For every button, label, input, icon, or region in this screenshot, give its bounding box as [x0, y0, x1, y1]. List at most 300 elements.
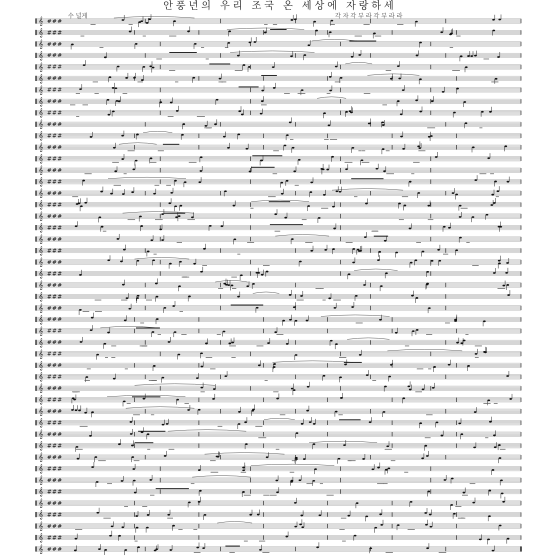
note-head [291, 480, 294, 482]
note-head [223, 136, 226, 138]
note-head [460, 342, 463, 344]
note-head [223, 331, 226, 333]
note-head [147, 433, 150, 435]
lyric-syllable [262, 552, 269, 553]
lyric-syllable [417, 369, 424, 370]
treble-clef-icon: 𝄞 [38, 429, 44, 439]
note-head [91, 466, 94, 468]
note-head [200, 352, 203, 354]
note-head [300, 295, 303, 297]
lyric-syllable [284, 93, 290, 94]
note-head [246, 285, 249, 287]
lyric-syllable [201, 47, 204, 48]
lyric-syllable [305, 242, 312, 243]
note-head [83, 64, 86, 66]
note-head [428, 136, 431, 138]
note-head [488, 515, 491, 517]
note-head [487, 538, 490, 540]
note-head [78, 410, 81, 412]
key-signature-sharps: # # # [47, 168, 62, 175]
lyric-syllable [124, 173, 127, 174]
note-head [415, 259, 418, 261]
note-head [318, 217, 321, 219]
note-head [295, 458, 298, 460]
lyric-syllable [250, 208, 253, 209]
lyric-syllable [206, 59, 209, 60]
note-head [124, 319, 127, 321]
note-head [448, 227, 451, 229]
note-head [373, 33, 376, 35]
lyric-syllable [280, 414, 286, 415]
note-head [407, 386, 410, 388]
key-signature-sharps: # # # [47, 190, 62, 197]
note-head [267, 342, 270, 344]
treble-clef-icon: 𝄞 [38, 257, 44, 267]
treble-clef-icon: 𝄞 [38, 223, 44, 233]
note-head [209, 225, 212, 227]
note-head [299, 523, 302, 525]
key-signature-sharps: # # # [47, 535, 62, 542]
note-head [415, 21, 418, 23]
note-head [453, 112, 456, 114]
note-head [293, 171, 296, 173]
note-head [122, 19, 125, 21]
beam [261, 75, 277, 76]
note-head [307, 386, 310, 388]
note-head [231, 285, 234, 287]
note-head [280, 182, 283, 184]
note-head [507, 538, 510, 540]
lyric-syllable [265, 380, 268, 381]
note-head [184, 181, 187, 183]
note-head [178, 215, 181, 217]
note-head [178, 354, 181, 356]
lyric-syllable [273, 392, 278, 393]
note-head [335, 66, 338, 68]
note-head [213, 388, 216, 390]
slur [192, 476, 251, 478]
lyric-syllable [231, 277, 237, 278]
lyric-syllable [275, 231, 281, 232]
slur [347, 338, 389, 340]
note-head [137, 260, 140, 262]
treble-clef-icon: 𝄞 [38, 154, 44, 164]
lyric-syllable [397, 24, 403, 25]
lyric-syllable [142, 346, 147, 347]
note-head [75, 225, 78, 227]
note-head [131, 456, 134, 458]
note-head [334, 307, 337, 309]
beam [344, 362, 362, 363]
lyric-syllable [491, 82, 498, 83]
note-head [421, 457, 424, 459]
note-head [194, 43, 197, 45]
note-head [122, 284, 125, 286]
note-head [200, 170, 203, 172]
key-signature-sharps: # # # [47, 156, 62, 163]
lyric-syllable [307, 483, 314, 484]
note-head [415, 99, 418, 101]
beam [164, 213, 186, 214]
note-head [118, 535, 121, 537]
note-head [419, 111, 422, 113]
note-head [71, 44, 74, 46]
note-head [332, 248, 335, 250]
lyric-syllable [408, 529, 415, 530]
lyric-syllable [156, 59, 162, 60]
note-head [274, 213, 277, 215]
key-signature-sharps: # # # [47, 213, 62, 220]
note-head [397, 524, 400, 526]
slur [126, 407, 195, 409]
note-head [219, 78, 222, 80]
lyric-syllable [232, 288, 236, 289]
note-head [198, 181, 201, 183]
note-head [492, 550, 495, 552]
note-head [153, 365, 156, 367]
note-head [191, 216, 194, 218]
note-head [172, 525, 175, 527]
note-head [150, 157, 153, 159]
note-head [402, 148, 405, 150]
lyric-syllable [402, 196, 408, 197]
note-head [153, 193, 156, 195]
treble-clef-icon: 𝄞 [38, 16, 44, 26]
note-head [113, 378, 116, 380]
note-head [260, 160, 263, 162]
note-head [221, 225, 224, 227]
beam [136, 328, 160, 329]
lyric-syllable [98, 460, 106, 461]
note-head [118, 100, 121, 102]
note-head [146, 22, 149, 24]
note-head [99, 217, 102, 219]
lyric-syllable [362, 150, 366, 151]
treble-clef-icon: 𝄞 [38, 349, 44, 359]
treble-clef-icon: 𝄞 [38, 39, 44, 49]
note-head [491, 194, 494, 196]
lyric-syllable [261, 105, 267, 106]
slur [321, 315, 390, 317]
note-head [301, 526, 304, 528]
note-head [147, 251, 150, 253]
lyric-syllable [211, 472, 219, 473]
note-head [374, 527, 377, 529]
lyric-syllable [292, 460, 297, 461]
note-head [465, 66, 468, 68]
note-head [331, 20, 334, 22]
note-head [352, 262, 355, 264]
note-head [107, 99, 110, 101]
note-head [188, 502, 191, 504]
key-signature-sharps: # # # [47, 179, 62, 186]
note-head [98, 548, 101, 550]
beam [239, 86, 259, 87]
lyric-syllable [111, 357, 115, 358]
slur [253, 292, 279, 294]
note-head [364, 236, 367, 238]
lyric-syllable [154, 254, 157, 255]
note-head [294, 18, 297, 20]
note-head [426, 283, 429, 285]
note-head [266, 271, 269, 273]
lyric-syllable [498, 288, 506, 289]
note-head [366, 374, 369, 376]
key-signature-sharps: # # # [47, 133, 62, 140]
slur [114, 17, 195, 19]
lyric-syllable [177, 242, 182, 243]
lyric-syllable [76, 449, 83, 450]
lyric-syllable [143, 36, 146, 37]
note-head [458, 422, 461, 424]
note-head [141, 79, 144, 81]
note-head [154, 550, 157, 552]
lyric-syllable [461, 518, 466, 519]
note-head [385, 469, 388, 471]
key-signature-sharps: # # # [47, 443, 62, 450]
note-head [312, 480, 315, 482]
note-head [437, 249, 440, 251]
lyric-syllable [76, 116, 79, 117]
note-head [299, 479, 302, 481]
note-head [104, 343, 107, 345]
note-head [187, 31, 190, 33]
note-head [293, 306, 296, 308]
beam [132, 396, 160, 397]
note-head [130, 421, 133, 423]
note-head [135, 43, 138, 45]
lyric-syllable [268, 196, 276, 197]
beam [252, 155, 282, 156]
note-head [260, 113, 263, 115]
lyric-syllable [372, 231, 379, 232]
beam [349, 41, 376, 42]
note-head [493, 202, 496, 204]
key-signature-sharps: # # # [47, 30, 62, 37]
lyric-syllable [362, 162, 370, 163]
slur [264, 418, 295, 420]
treble-clef-icon: 𝄞 [38, 487, 44, 497]
note-head [156, 318, 159, 320]
treble-clef-icon: 𝄞 [38, 326, 44, 336]
note-head [285, 536, 288, 538]
note-head [117, 66, 120, 68]
lyric-syllable [483, 403, 490, 404]
note-head [383, 170, 386, 172]
note-head [455, 249, 458, 251]
key-signature-sharps: # # # [47, 53, 62, 60]
note-head [432, 387, 435, 389]
note-head [409, 228, 412, 230]
note-head [140, 225, 143, 227]
note-head [76, 446, 79, 448]
note-head [304, 54, 307, 56]
lyric-syllable [297, 300, 304, 301]
lyric-syllable [462, 495, 468, 496]
note-head [498, 260, 501, 262]
note-head [202, 547, 205, 549]
key-signature-sharps: # # # [47, 454, 62, 461]
note-head [409, 389, 412, 391]
note-head [351, 56, 354, 58]
slur [217, 522, 252, 524]
note-head [114, 170, 117, 172]
key-signature-sharps: # # # [47, 523, 62, 530]
lyric-syllable [466, 242, 469, 243]
lyric-syllable [386, 150, 390, 151]
note-head [310, 182, 313, 184]
lyric-syllable [354, 196, 357, 197]
key-signature-sharps: # # # [47, 374, 62, 381]
lyric-syllable [72, 196, 78, 197]
note-head [456, 342, 459, 344]
treble-clef-icon: 𝄞 [38, 544, 44, 554]
note-head [356, 502, 359, 504]
note-head [273, 87, 276, 89]
note-head [426, 547, 429, 549]
note-head [295, 354, 298, 356]
note-head [378, 251, 381, 253]
note-head [168, 341, 171, 343]
lyric-syllable [73, 392, 80, 393]
note-head [249, 171, 252, 173]
note-head [459, 237, 462, 239]
note-head [241, 114, 244, 116]
note-head [502, 501, 505, 503]
note-head [377, 467, 380, 469]
lyric-syllable [167, 518, 173, 519]
note-head [490, 204, 493, 206]
note-head [242, 491, 245, 493]
lyric-syllable [263, 495, 269, 496]
treble-clef-icon: 𝄞 [38, 108, 44, 118]
lyric-syllable [341, 518, 346, 519]
note-head [362, 458, 365, 460]
note-head [293, 389, 296, 391]
lyric-syllable [338, 414, 342, 415]
note-head [137, 295, 140, 297]
slur [275, 235, 329, 237]
lyric-syllable [85, 380, 90, 381]
note-head [384, 386, 387, 388]
note-head [272, 66, 275, 68]
lyric-syllable [439, 552, 447, 553]
lyric-syllable [475, 357, 479, 358]
lyric-syllable [128, 219, 136, 220]
key-signature-sharps: # # # [47, 397, 62, 404]
note-head [497, 56, 500, 58]
note-head [205, 343, 208, 345]
note-head [78, 202, 81, 204]
note-head [182, 123, 185, 125]
lyric-syllable [133, 414, 140, 415]
lyric-syllable [140, 323, 144, 324]
note-head [259, 549, 262, 551]
lyric-syllable [85, 173, 92, 174]
note-head [161, 239, 164, 241]
opening-lyric: 수 널게 [68, 13, 88, 20]
note-head [138, 21, 141, 23]
treble-clef-icon: 𝄞 [38, 280, 44, 290]
note-head [249, 514, 252, 516]
lyric-syllable [335, 82, 341, 83]
note-head [276, 491, 279, 493]
note-head [248, 66, 251, 68]
lyric-syllable [321, 208, 328, 209]
key-signature-sharps: # # # [47, 363, 62, 370]
lyric-syllable [180, 311, 184, 312]
note-head [170, 102, 173, 104]
note-head [431, 260, 434, 262]
note-head [289, 122, 292, 124]
note-head [205, 125, 208, 127]
note-head [75, 409, 78, 411]
slur [168, 430, 246, 432]
slur [309, 441, 377, 443]
note-head [200, 387, 203, 389]
lyric-syllable [95, 93, 99, 94]
note-head [416, 329, 419, 331]
note-head [82, 180, 85, 182]
note-head [461, 433, 464, 435]
lyric-syllable [83, 105, 89, 106]
note-head [472, 146, 475, 148]
note-head [497, 190, 500, 192]
note-head [359, 250, 362, 252]
note-head [451, 478, 454, 480]
lyric-syllable [443, 254, 448, 255]
note-head [90, 329, 93, 331]
treble-clef-icon: 𝄞 [38, 475, 44, 485]
note-head [96, 481, 99, 483]
note-head [228, 30, 231, 32]
lyric-syllable [316, 288, 321, 289]
key-signature-sharps: # # # [47, 386, 62, 393]
note-head [121, 526, 124, 528]
note-head [448, 364, 451, 366]
note-head [300, 515, 303, 517]
note-head [474, 179, 477, 181]
note-head [498, 19, 501, 21]
lyric-syllable [418, 150, 425, 151]
note-head [292, 147, 295, 149]
slur [273, 361, 353, 363]
note-head [454, 319, 457, 321]
key-signature-sharps: # # # [47, 41, 62, 48]
key-signature-sharps: # # # [47, 409, 62, 416]
note-head [238, 411, 241, 413]
note-head [129, 31, 132, 33]
treble-clef-icon: 𝄞 [38, 360, 44, 370]
note-head [132, 468, 135, 470]
lyric-syllable [189, 162, 197, 163]
key-signature-sharps: # # # [47, 145, 62, 152]
treble-clef-icon: 𝄞 [38, 303, 44, 313]
note-head [495, 78, 498, 80]
note-head [71, 409, 74, 411]
note-head [350, 112, 353, 114]
key-signature-sharps: # # # [47, 351, 62, 358]
key-signature-sharps: # # # [47, 546, 62, 553]
note-head [242, 467, 245, 469]
beam [231, 305, 264, 306]
note-head [347, 515, 350, 517]
note-head [111, 525, 114, 527]
lyric-syllable [277, 334, 284, 335]
note-head [284, 217, 287, 219]
note-head [506, 284, 509, 286]
lyric-syllable [114, 185, 121, 186]
